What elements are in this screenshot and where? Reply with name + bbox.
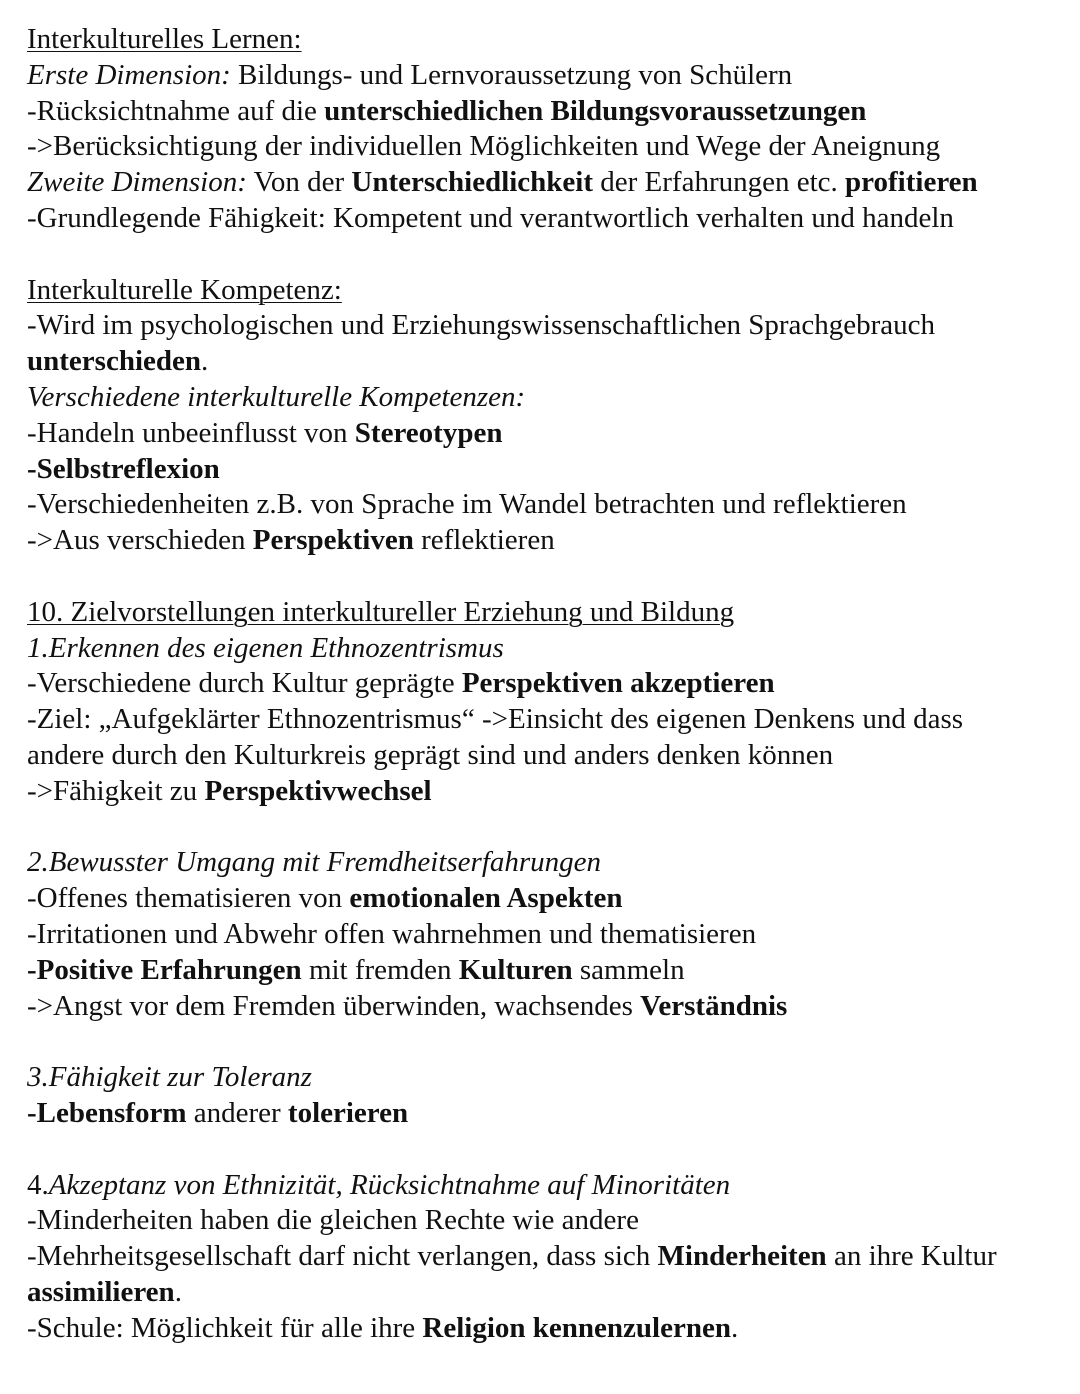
text-fragment: . — [174, 1275, 182, 1308]
bold-term: Stereotypen — [354, 416, 503, 449]
goal-title-text: 1.Erkennen des eigenen Ethnozentrismus — [27, 631, 504, 664]
text-fragment: -Handeln unbeeinflusst von — [27, 416, 355, 449]
text-fragment: -Verschiedenheiten z.B. von Sprache im Wandel betrachten und reflektieren — [27, 488, 907, 521]
first-dimension-label: Erste Dimension: — [27, 58, 231, 91]
subheading-competences — [27, 380, 1077, 416]
text-line — [27, 1203, 1077, 1239]
text-line — [27, 308, 1077, 344]
heading-text: 10. Zielvorstellungen interkultureller Erziehung und Bildung — [27, 595, 735, 628]
text-line — [27, 989, 1077, 1025]
document-page — [27, 22, 1077, 1346]
text-line — [27, 774, 1077, 810]
text-line — [27, 1239, 1077, 1275]
goal-title-text: 3.Fähigkeit zur Toleranz — [27, 1061, 312, 1094]
text-fragment: der Erfahrungen etc. — [593, 166, 846, 199]
text-line — [27, 738, 1077, 774]
text-line — [27, 666, 1077, 702]
text-fragment: ->Aus verschieden — [27, 524, 253, 557]
bold-term: Verständnis — [640, 989, 788, 1022]
text-fragment: -Schule: Möglichkeit für alle ihre — [27, 1311, 423, 1344]
text-fragment: -Minderheiten haben die gleichen Rechte wie andere — [27, 1204, 639, 1237]
text-fragment: -Offenes thematisieren von — [27, 882, 350, 915]
heading-text: Interkulturelle Kompetenz: — [27, 273, 342, 306]
text-fragment: an ihre Kultur — [826, 1240, 997, 1273]
goal-title-text: Akzeptanz von Ethnizität, Rücksichtnahme auf Minoritäten — [48, 1168, 731, 1201]
bold-term: Religion kennenzulernen — [422, 1311, 731, 1344]
subheading-text: Verschiedene interkulturelle Kompetenzen: — [27, 380, 526, 413]
text-fragment: ->Angst vor dem Fremden überwinden, wachsendes — [27, 989, 641, 1022]
bold-term: -Selbstreflexion — [27, 452, 220, 485]
bold-term: Perspektivwechsel — [204, 774, 432, 807]
bold-term: Perspektiven — [252, 524, 414, 557]
spacer — [27, 1024, 1077, 1060]
spacer — [27, 237, 1077, 273]
text-fragment: ->Berücksichtigung der individuellen Möglichkeiten und Wege der Aneignung — [27, 130, 941, 163]
bold-term: Kulturen — [458, 953, 573, 986]
bold-term: -Lebensform — [27, 1096, 187, 1129]
text-line — [27, 881, 1077, 917]
text-line — [27, 416, 1077, 452]
heading-interkulturelles-lernen — [27, 22, 1077, 58]
text-line — [27, 953, 1077, 989]
second-dimension-line — [27, 165, 1077, 201]
text-line — [27, 452, 1077, 488]
bold-term: Minderheiten — [657, 1240, 827, 1273]
text-line — [27, 344, 1077, 380]
bold-term: profitieren — [845, 166, 978, 199]
text-line — [27, 917, 1077, 953]
bold-term: assimilieren — [27, 1275, 175, 1308]
first-dimension-line — [27, 58, 1077, 94]
spacer — [27, 559, 1077, 595]
text-line — [27, 1311, 1077, 1347]
text-line — [27, 702, 1077, 738]
bold-term: unterschieden — [27, 345, 201, 378]
text-line — [27, 1275, 1077, 1311]
bold-term: tolerieren — [287, 1096, 409, 1129]
text-fragment: reflektieren — [413, 524, 555, 557]
goal-number: 4. — [27, 1168, 49, 1201]
heading-text: Interkulturelles Lernen: — [27, 23, 302, 55]
spacer — [27, 1132, 1077, 1168]
text-fragment: . — [730, 1311, 739, 1344]
goal-4-title — [27, 1168, 1077, 1204]
text-line — [27, 129, 1077, 165]
text-line — [27, 523, 1077, 559]
text-fragment: -Grundlegende Fähigkeit: Kompetent und verantwortlich verhalten und handeln — [27, 201, 954, 234]
bold-term: Unterschiedlichkeit — [351, 166, 594, 199]
text-fragment: -Rücksichtnahme auf die — [27, 94, 325, 127]
bold-term: unterschiedlichen Bildungsvoraussetzungen — [324, 94, 867, 127]
text-fragment: -Ziel: „Aufgeklärter Ethnozentrismus“ ->Einsicht des eigenen Denkens und dass — [27, 703, 964, 736]
bold-term: emotionalen Aspekten — [349, 882, 623, 915]
text-line — [27, 94, 1077, 130]
goal-title-text: 2.Bewusster Umgang mit Fremdheitserfahrungen — [27, 846, 602, 879]
text-fragment: -Irritationen und Abwehr offen wahrnehmen und thematisieren — [27, 917, 757, 950]
text-fragment: -Verschiedene durch Kultur geprägte — [27, 667, 462, 700]
text-fragment: -Wird im psychologischen und Erziehungswissenschaftlichen Sprachgebrauch — [27, 309, 936, 342]
text-fragment: andere durch den Kulturkreis geprägt sind und anders denken können — [27, 738, 834, 771]
text-line — [27, 487, 1077, 523]
goal-1-title — [27, 631, 1077, 667]
first-dimension-text: Bildungs- und Lernvoraussetzung von Schülern — [230, 58, 793, 91]
goal-2-title — [27, 845, 1077, 881]
text-fragment: -Mehrheitsgesellschaft darf nicht verlangen, dass sich — [27, 1240, 658, 1273]
text-line — [27, 1096, 1077, 1132]
text-fragment: anderer — [186, 1096, 288, 1129]
text-fragment: . — [201, 345, 209, 378]
bold-term: -Positive Erfahrungen — [27, 953, 302, 986]
text-fragment: ->Fähigkeit zu — [27, 774, 205, 807]
bold-term: Perspektiven akzeptieren — [461, 667, 775, 700]
text-fragment: sammeln — [572, 953, 685, 986]
text-fragment: mit fremden — [301, 953, 459, 986]
heading-zielvorstellungen — [27, 595, 1077, 631]
heading-interkulturelle-kompetenz — [27, 273, 1077, 309]
spacer — [27, 810, 1077, 846]
second-dimension-label: Zweite Dimension: — [27, 166, 247, 199]
text-fragment: Von der — [246, 166, 352, 199]
goal-3-title — [27, 1060, 1077, 1096]
text-line — [27, 201, 1077, 237]
